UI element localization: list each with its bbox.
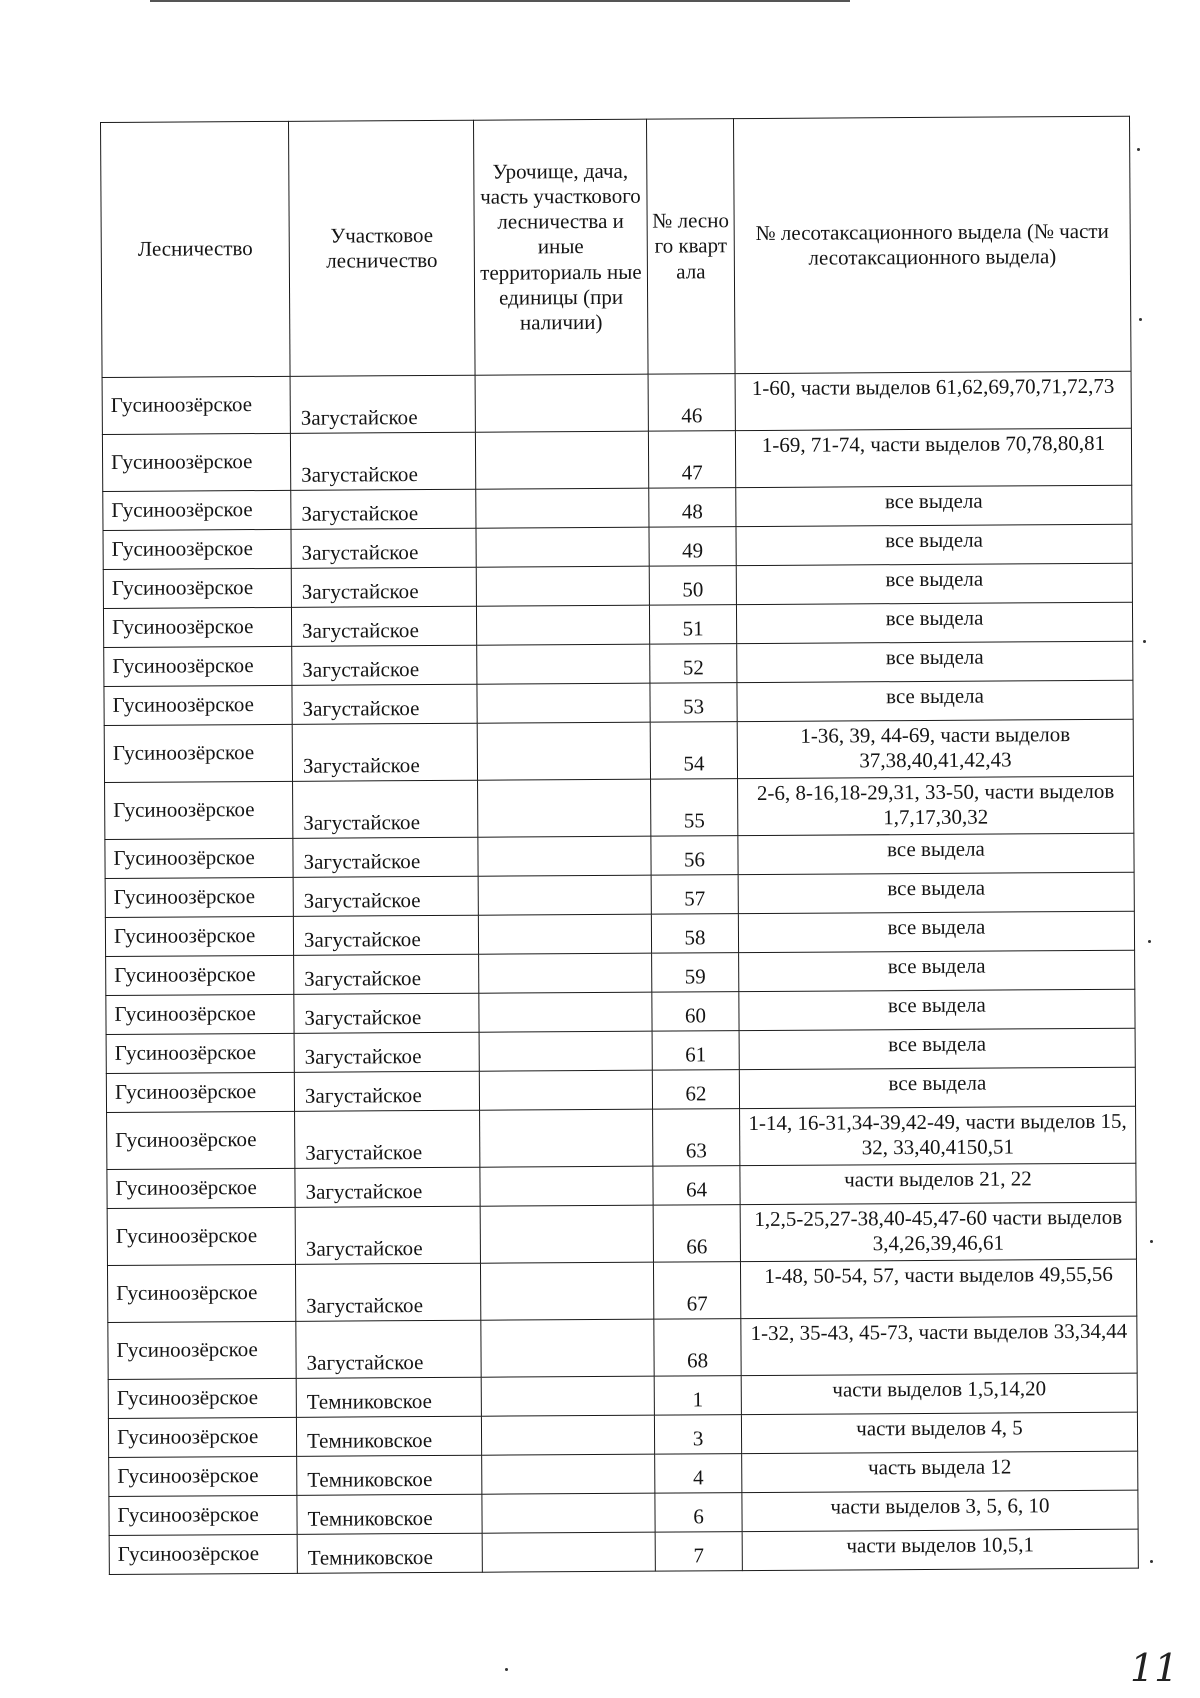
cell-forestry: Гусиноозёрское [103, 490, 291, 530]
scan-speck [505, 1668, 508, 1671]
table-row [107, 1259, 1136, 1322]
cell-quarter-number: 58 [651, 914, 738, 954]
scan-speck [1150, 1240, 1153, 1243]
cell-quarter-number: 55 [651, 779, 738, 837]
cell-forestry: Гусиноозёрское [109, 1534, 297, 1574]
cell-quarter-number: 67 [653, 1262, 740, 1320]
cell-forestry: Гусиноозёрское [102, 433, 290, 491]
cell-quarter-number: 3 [654, 1415, 741, 1455]
cell-district-forestry: Загустайское [292, 684, 477, 724]
header-district-forestry: Участковое лесничество [288, 120, 475, 376]
table-row [109, 1490, 1138, 1535]
cell-district-forestry: Загустайское [292, 645, 477, 685]
cell-forestry: Гусиноозёрское [103, 529, 291, 569]
cell-district-forestry: Загустайское [290, 432, 475, 490]
cell-quarter-number: 53 [650, 683, 737, 723]
cell-quarter-number: 50 [649, 566, 736, 606]
cell-plot-numbers: части выделов 10,5,1 [742, 1529, 1138, 1570]
cell-plot-numbers: части выделов 1,5,14,20 [741, 1373, 1137, 1414]
header-plot-numbers: № лесотаксационного выдела (№ части лесотаксационного выдела) [733, 116, 1131, 373]
table-row [105, 833, 1134, 878]
table-header-row [101, 116, 1132, 377]
cell-district-forestry: Загустайское [295, 1167, 480, 1207]
cell-tract [477, 683, 650, 723]
cell-quarter-number: 4 [655, 1454, 742, 1494]
cell-plot-numbers: все выдела [738, 911, 1134, 952]
cell-forestry: Гусиноозёрское [107, 1207, 295, 1265]
cell-quarter-number: 68 [654, 1319, 741, 1377]
cell-forestry: Гусиноозёрское [103, 568, 291, 608]
cell-tract [477, 722, 650, 780]
table-row [104, 680, 1133, 725]
cell-forestry: Гусиноозёрское [102, 376, 290, 434]
cell-quarter-number: 62 [652, 1070, 739, 1110]
cell-district-forestry: Загустайское [291, 606, 476, 646]
cell-forestry: Гусиноозёрское [108, 1417, 296, 1457]
cell-tract [476, 488, 649, 528]
cell-tract [475, 374, 648, 432]
cell-forestry: Гусиноозёрское [107, 1111, 295, 1169]
cell-plot-numbers: 1-69, 71-74, части выделов 70,78,80,81 [735, 428, 1131, 487]
table-row [109, 1529, 1138, 1574]
scan-speck [1150, 1560, 1153, 1563]
table-row [107, 1106, 1136, 1169]
cell-district-forestry: Загустайское [295, 1206, 480, 1264]
cell-plot-numbers: части выделов 4, 5 [741, 1412, 1137, 1453]
cell-quarter-number: 49 [649, 527, 736, 567]
cell-quarter-number: 1 [654, 1376, 741, 1416]
cell-quarter-number: 54 [650, 722, 737, 780]
cell-quarter-number: 59 [652, 953, 739, 993]
cell-district-forestry: Загустайское [295, 1263, 480, 1321]
cell-plot-numbers: все выдела [736, 524, 1132, 565]
scan-speck [1139, 318, 1142, 321]
table-row [107, 1163, 1136, 1208]
cell-district-forestry: Загустайское [292, 723, 477, 781]
cell-quarter-number: 63 [653, 1109, 740, 1167]
cell-tract [478, 779, 651, 837]
cell-forestry: Гусиноозёрское [108, 1321, 296, 1379]
cell-tract [480, 1205, 653, 1263]
cell-plot-numbers: все выдела [739, 1067, 1135, 1108]
cell-forestry: Гусиноозёрское [104, 685, 292, 725]
cell-district-forestry: Темниковское [296, 1416, 481, 1456]
cell-forestry: Гусиноозёрское [109, 1495, 297, 1535]
cell-forestry: Гусиноозёрское [105, 877, 293, 917]
table-row [105, 872, 1134, 917]
cell-district-forestry: Темниковское [297, 1455, 482, 1495]
cell-plot-numbers: части выделов 21, 22 [740, 1163, 1136, 1204]
table-row [106, 1067, 1135, 1112]
table-row [104, 641, 1133, 686]
cell-quarter-number: 57 [651, 875, 738, 915]
cell-quarter-number: 6 [655, 1493, 742, 1533]
cell-plot-numbers: все выдела [736, 563, 1132, 604]
table-body [102, 371, 1138, 1574]
cell-plot-numbers: все выдела [739, 989, 1135, 1030]
cell-forestry: Гусиноозёрское [105, 781, 293, 839]
cell-tract [478, 914, 651, 954]
header-tract: Урочище, дача, часть участкового лесничества и иные территориаль ные единицы (при наличии) [473, 119, 648, 375]
cell-tract [479, 992, 652, 1032]
cell-plot-numbers: все выдела [736, 602, 1132, 643]
cell-tract [476, 566, 649, 606]
table-row [102, 428, 1131, 491]
cell-plot-numbers: часть выдела 12 [742, 1451, 1138, 1492]
cell-plot-numbers: 2-6, 8-16,18-29,31, 33-50, части выделов 1,7,17,30,32 [738, 776, 1134, 835]
cell-forestry: Гусиноозёрское [105, 916, 293, 956]
cell-district-forestry: Темниковское [297, 1533, 482, 1573]
table-row [106, 989, 1135, 1034]
table-row [108, 1373, 1137, 1418]
cell-forestry: Гусиноозёрское [105, 838, 293, 878]
cell-plot-numbers: все выдела [739, 950, 1135, 991]
cell-district-forestry: Загустайское [293, 837, 478, 877]
cell-forestry: Гусиноозёрское [109, 1456, 297, 1496]
table-row [103, 563, 1132, 608]
cell-district-forestry: Темниковское [296, 1377, 481, 1417]
cell-quarter-number: 61 [652, 1031, 739, 1071]
cell-tract [476, 527, 649, 567]
cell-plot-numbers: 1-36, 39, 44-69, части выделов 37,38,40,41,42,43 [737, 719, 1133, 778]
cell-tract [480, 1109, 653, 1167]
table-row [104, 719, 1133, 782]
cell-quarter-number: 66 [653, 1205, 740, 1263]
table-row [106, 1028, 1135, 1073]
page-number: 11 [1130, 1646, 1179, 1690]
cell-tract [480, 1166, 653, 1206]
cell-district-forestry: Загустайское [295, 1110, 480, 1168]
cell-plot-numbers: 1-48, 50-54, 57, части выделов 49,55,56 [740, 1259, 1136, 1318]
cell-tract [475, 431, 648, 489]
table-row [107, 1202, 1136, 1265]
scan-speck [1137, 148, 1140, 151]
cell-quarter-number: 46 [648, 374, 735, 432]
table-row [103, 524, 1132, 569]
scan-speck [1143, 640, 1146, 643]
cell-forestry: Гусиноозёрское [106, 1033, 294, 1073]
cell-forestry: Гусиноозёрское [106, 1072, 294, 1112]
cell-plot-numbers: все выдела [737, 680, 1133, 721]
cell-tract [480, 1262, 653, 1320]
cell-quarter-number: 60 [652, 992, 739, 1032]
cell-district-forestry: Загустайское [294, 954, 479, 994]
cell-quarter-number: 51 [649, 605, 736, 645]
cell-plot-numbers: все выдела [738, 872, 1134, 913]
cell-quarter-number: 48 [649, 488, 736, 528]
cell-plot-numbers: 1,2,5-25,27-38,40-45,47-60 части выделов 3,4,26,39,46,61 [740, 1202, 1136, 1261]
cell-plot-numbers: 1-60, части выделов 61,62,69,70,71,72,73 [735, 371, 1131, 430]
cell-quarter-number: 52 [650, 644, 737, 684]
cell-tract [482, 1454, 655, 1494]
table-row [105, 776, 1134, 839]
cell-district-forestry: Загустайское [293, 780, 478, 838]
cell-forestry: Гусиноозёрское [107, 1264, 295, 1322]
cell-district-forestry: Темниковское [297, 1494, 482, 1534]
cell-plot-numbers: все выдела [739, 1028, 1135, 1069]
table-row [108, 1316, 1137, 1379]
cell-tract [477, 644, 650, 684]
cell-tract [481, 1319, 654, 1377]
cell-quarter-number: 7 [655, 1532, 742, 1572]
forest-plots-table [100, 116, 1139, 1575]
cell-forestry: Гусиноозёрское [106, 994, 294, 1034]
header-quarter-number: № лесно го кварт ала [646, 119, 735, 375]
cell-tract [481, 1376, 654, 1416]
cell-forestry: Гусиноозёрское [108, 1378, 296, 1418]
cell-district-forestry: Загустайское [290, 375, 475, 433]
cell-plot-numbers: все выдела [737, 641, 1133, 682]
cell-plot-numbers: 1-14, 16-31,34-39,42-49, части выделов 15, 32, 33,40,4150,51 [740, 1106, 1136, 1165]
cell-district-forestry: Загустайское [294, 993, 479, 1033]
table-row [106, 950, 1135, 995]
cell-quarter-number: 56 [651, 836, 738, 876]
cell-tract [476, 605, 649, 645]
table-row [109, 1451, 1138, 1496]
cell-district-forestry: Загустайское [294, 1032, 479, 1072]
cell-quarter-number: 64 [653, 1166, 740, 1206]
cell-district-forestry: Загустайское [291, 528, 476, 568]
cell-tract [481, 1415, 654, 1455]
table-row [103, 485, 1132, 530]
table-row [108, 1412, 1137, 1457]
cell-district-forestry: Загустайское [291, 489, 476, 529]
cell-tract [482, 1532, 655, 1572]
cell-district-forestry: Загустайское [293, 915, 478, 955]
cell-tract [479, 1031, 652, 1071]
table-row [105, 911, 1134, 956]
cell-district-forestry: Загустайское [291, 567, 476, 607]
cell-plot-numbers: 1-32, 35-43, 45-73, части выделов 33,34,44 [741, 1316, 1137, 1375]
cell-plot-numbers: все выдела [738, 833, 1134, 874]
table-row [103, 602, 1132, 647]
cell-tract [482, 1493, 655, 1533]
cell-tract [478, 836, 651, 876]
header-forestry: Лесничество [101, 121, 291, 377]
cell-plot-numbers: все выдела [736, 485, 1132, 526]
cell-forestry: Гусиноозёрское [107, 1168, 295, 1208]
cell-tract [479, 953, 652, 993]
cell-plot-numbers: части выделов 3, 5, 6, 10 [742, 1490, 1138, 1531]
cell-forestry: Гусиноозёрское [104, 724, 292, 782]
table-row [102, 371, 1131, 434]
cell-district-forestry: Загустайское [293, 876, 478, 916]
cell-forestry: Гусиноозёрское [104, 646, 292, 686]
cell-tract [479, 1070, 652, 1110]
top-edge-line [150, 0, 850, 2]
cell-forestry: Гусиноозёрское [103, 607, 291, 647]
cell-forestry: Гусиноозёрское [106, 955, 294, 995]
cell-district-forestry: Загустайское [296, 1320, 481, 1378]
cell-quarter-number: 47 [648, 431, 735, 489]
cell-district-forestry: Загустайское [294, 1071, 479, 1111]
cell-tract [478, 875, 651, 915]
scan-speck [1148, 940, 1151, 943]
